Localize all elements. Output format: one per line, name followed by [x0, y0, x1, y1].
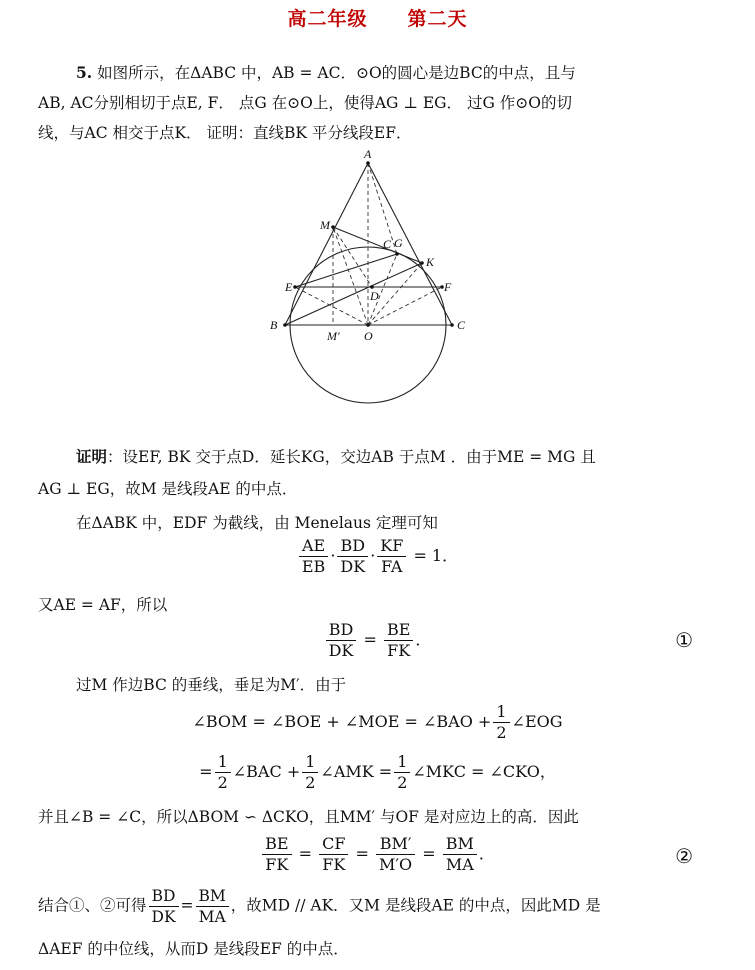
problem-line-2: AB, AC分别相切于点E, F． 点G 在⊙O上，使得AG ⊥ EG． 过G 作⊙O的切: [38, 94, 572, 112]
proof-line-8: ΔAEF 的中位线，从而D 是线段EF 的中点．: [38, 940, 349, 958]
dash-md: [333, 227, 372, 287]
proof-line-7: 结合①、②可得 $\frac{BD}{DK}$ = $\frac{BM}{MA}$ ，故MD // AK．又M 是线段AE 的中点，因此MD 是: [38, 887, 601, 926]
equation-angle-2: = $\frac{1}{2}$ ∠BAC + $\frac{1}{2}$ ∠AMK = $\frac{1}{2}$ ∠MKC = ∠CKO，: [199, 752, 556, 792]
label-d: D: [370, 289, 379, 303]
label-a: A: [364, 147, 372, 161]
side-ac: [368, 163, 452, 325]
point-c: [450, 323, 454, 327]
equation-menelaus: $\frac{AE}{EB}$ · $\frac{BD}{DK}$ · $\frac{KF}{FA}$ = 1．: [0, 536, 755, 577]
marker-1: ①: [675, 628, 693, 652]
problem-text-1: 如图所示，在ΔABC 中，AB = AC．⊙O的圆心是边BC的中点，且与: [97, 64, 576, 82]
label-c: C: [457, 318, 466, 332]
proof-line-3: 在ΔABK 中，EDF 为截线，由 Menelaus 定理可知: [76, 514, 438, 532]
equation-angle-1: ∠BOM = ∠BOE + ∠MOE = ∠BAO + $\frac{1}{2}$ ∠EOG: [192, 702, 563, 742]
label-e: E: [285, 280, 293, 294]
proof-line-4: 又AE = AF，所以: [38, 596, 168, 614]
point-m: [331, 225, 335, 229]
point-o: [366, 323, 370, 327]
proof-line-6: 并且∠B = ∠C，所以ΔBOM ∽ ΔCKO，且MM′ 与OF 是对应边上的高．因此: [38, 808, 579, 826]
segment-bk: [285, 263, 422, 325]
equation-2: $\frac{BE}{FK}$ = $\frac{CF}{FK}$ = $\frac{BM'}{M'O}$ = $\frac{BM}{MA}$ ．: [0, 834, 755, 875]
segment-eg: [295, 254, 397, 287]
label-k: K: [426, 255, 435, 269]
title-day: 第二天: [407, 8, 468, 30]
problem-number: 5.: [76, 63, 93, 82]
proof-line-2: AG ⊥ EG，故M 是线段AE 的中点．: [38, 480, 298, 498]
proof-label: 证明: [76, 447, 108, 466]
problem-line-3: 线，与AC 相交于点K． 证明：直线BK 平分线段EF．: [38, 124, 412, 142]
point-a: [366, 161, 370, 165]
label-b: B: [270, 318, 278, 332]
point-b: [283, 323, 287, 327]
label-m: M: [320, 218, 330, 232]
marker-2: ②: [675, 844, 693, 868]
side-ab: [285, 163, 368, 325]
equation-1: $\frac{BD}{DK}$ = $\frac{BE}{FK}$ ．: [0, 620, 755, 661]
label-m-prime: M′: [327, 329, 340, 343]
dash-of: [368, 287, 442, 325]
point-g: [395, 252, 399, 256]
title-grade: 高二年级: [287, 8, 368, 30]
point-e: [293, 285, 297, 289]
dash-om: [333, 227, 368, 325]
label-o: O: [364, 329, 373, 343]
proof-line-1: 证明：设EF, BK 交于点D．延长KG，交边AB 于点M ．由于ME = MG 且: [76, 447, 596, 466]
segment-mk: [333, 227, 422, 263]
label-c-top: C: [383, 237, 392, 251]
point-k: [420, 261, 424, 265]
label-f: F: [444, 280, 452, 294]
proof-line-5: 过M 作边BC 的垂线，垂足为M′．由于: [76, 676, 347, 694]
label-g: G: [394, 236, 403, 250]
